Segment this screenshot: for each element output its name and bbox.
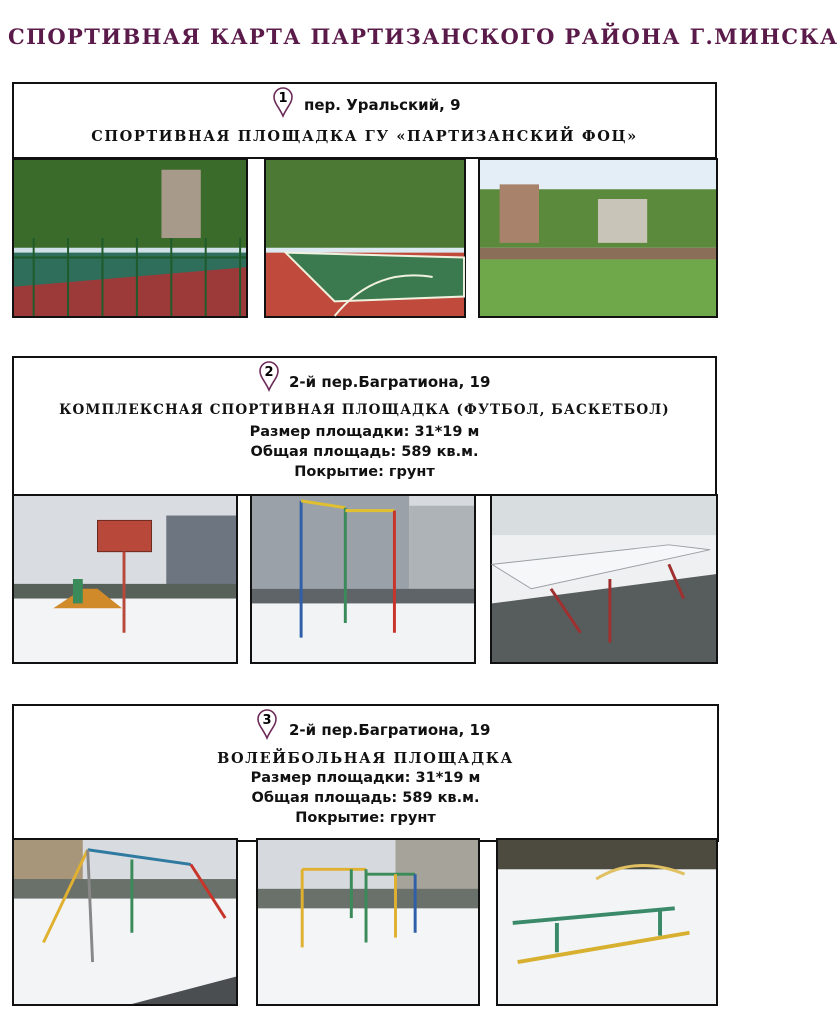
address: 2-й пер.Багратиона, 19 [289, 373, 491, 391]
pin-number: 1 [278, 91, 288, 106]
snowy-bars-photo [258, 840, 478, 1004]
page-title: СПОРТИВНАЯ КАРТА ПАРТИЗАНСКОГО РАЙОНА Г.МИНСКА [8, 24, 839, 49]
photo-snowy-bars [256, 838, 480, 1006]
photo-basketball-court [264, 158, 466, 318]
snowy-pullup-bars-photo [252, 496, 474, 662]
section-2 [12, 356, 717, 496]
area-size: Размер площадки: 31*19 м [250, 770, 481, 786]
section-name: КОМПЛЕКСНАЯ СПОРТИВНАЯ ПЛОЩАДКА (ФУТБОЛ, БАСКЕТБОЛ) [59, 402, 670, 418]
snowy-balance-beam-photo [498, 840, 716, 1004]
pin-number: 3 [262, 713, 272, 728]
football-field-photo [480, 160, 716, 316]
pin-number: 2 [264, 365, 274, 380]
snowy-swing-frame-photo [14, 840, 236, 1004]
photo-snowy-swing-frame [12, 838, 238, 1006]
snowy-basketball-hoop-photo [14, 496, 236, 662]
photo-snowy-basketball [12, 494, 238, 664]
address: пер. Уральский, 9 [304, 96, 461, 114]
section-name: СПОРТИВНАЯ ПЛОЩАДКА ГУ «ПАРТИЗАНСКИЙ ФОЦ» [91, 128, 638, 145]
photo-football-field [478, 158, 718, 318]
section-name: ВОЛЕЙБОЛЬНАЯ ПЛОЩАДКА [217, 750, 514, 767]
area-size: Размер площадки: 31*19 м [249, 424, 480, 440]
total-area: Общая площадь: 589 кв.м. [250, 444, 479, 460]
section-3 [12, 704, 719, 842]
basketball-court-photo [266, 160, 464, 316]
photo-snowy-pullup-bars [250, 494, 476, 664]
photo-snowy-table [490, 494, 718, 664]
snowy-table-photo [492, 496, 716, 662]
photo-snowy-balance-beam [496, 838, 718, 1006]
address: 2-й пер.Багратиона, 19 [289, 721, 491, 739]
surface-type: Покрытие: грунт [294, 464, 435, 480]
surface-type: Покрытие: грунт [295, 810, 436, 826]
section-1 [12, 82, 717, 159]
photo-sports-court [12, 158, 248, 318]
total-area: Общая площадь: 589 кв.м. [251, 790, 480, 806]
sports-court-fenced-photo [14, 160, 246, 316]
